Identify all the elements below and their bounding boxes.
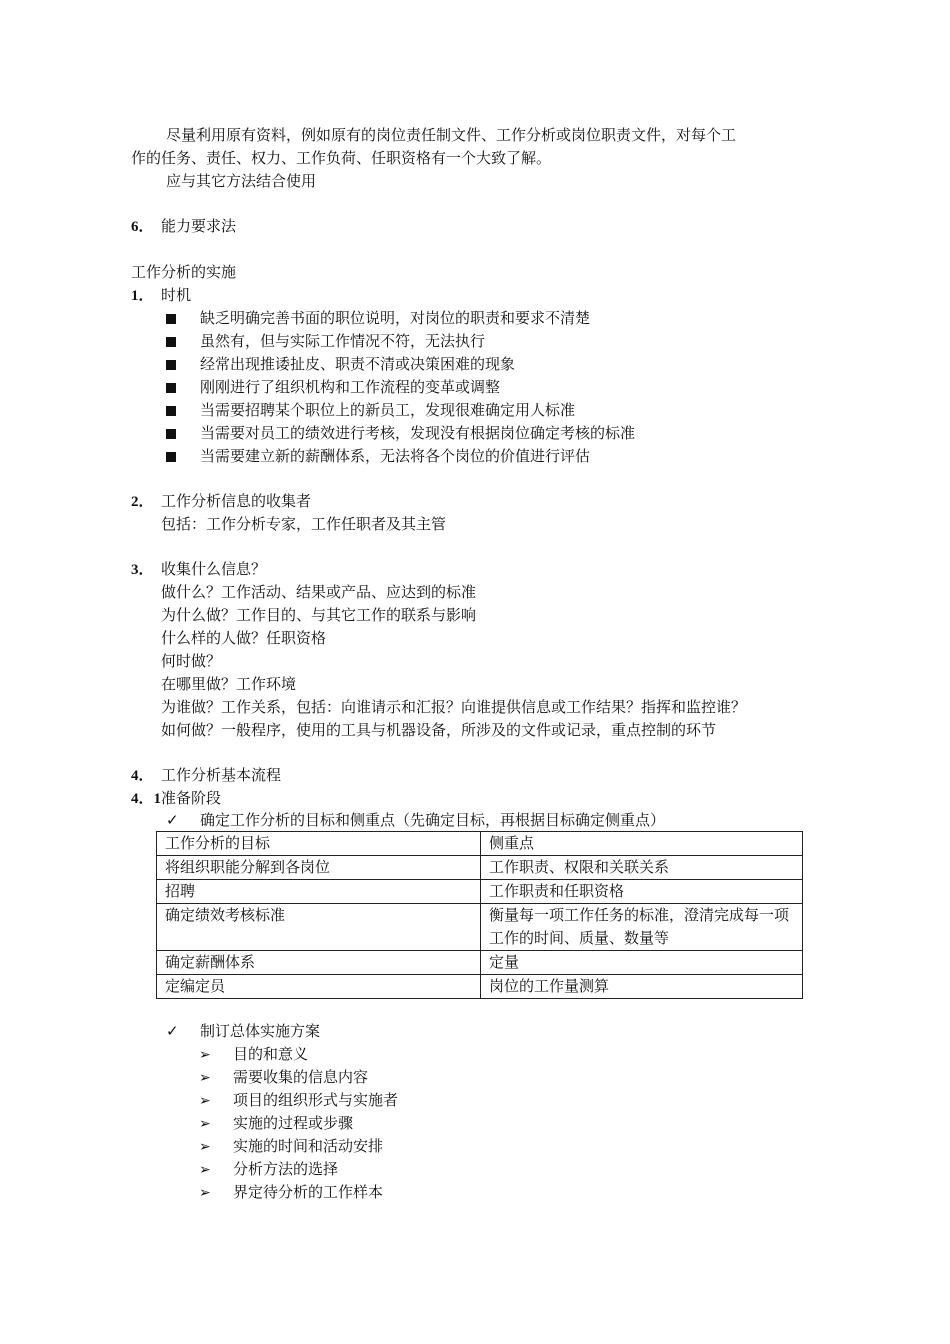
section-2-heading (131, 490, 311, 513)
table-cell: 工作职责和任职资格 (481, 880, 803, 904)
checkmark-icon: ✓ (166, 1022, 179, 1040)
square-bullet-icon (166, 360, 176, 370)
table-header-row (157, 832, 803, 856)
list-item: ➢ 目的和意义 (199, 1043, 308, 1066)
table-cell: 招聘 (157, 880, 481, 904)
square-bullet-icon (166, 383, 176, 393)
section-number: 4．1 (131, 791, 162, 807)
arrow-bullet-icon: ➢ (199, 1116, 211, 1132)
intro-line-1: 尽量利用原有资料，例如原有的岗位责任制文件、工作分析或岗位职责文件，对每个工 (166, 126, 737, 144)
table-header-cell: 工作分析的目标 (157, 832, 481, 856)
section-title: 时机 (161, 286, 192, 304)
section-number: 6． (131, 219, 154, 235)
section-number: 4． (131, 768, 154, 784)
section-4-heading (131, 764, 281, 787)
table-cell: 岗位的工作量测算 (481, 975, 803, 999)
section-title: 收集什么信息？ (161, 560, 267, 578)
info-line: 在哪里做？工作环境 (161, 675, 297, 693)
table-row (157, 951, 803, 975)
table-cell: 将组织职能分解到各岗位 (157, 856, 481, 880)
arrow-bullet-icon: ➢ (199, 1047, 211, 1063)
goals-table (156, 831, 803, 999)
section-3-heading (131, 558, 266, 581)
arrow-bullet-icon: ➢ (199, 1093, 211, 1109)
table-row (157, 975, 803, 999)
table-header-cell: 侧重点 (481, 832, 803, 856)
section-4-1-heading (131, 787, 221, 810)
section-1-heading (131, 284, 191, 307)
arrow-bullet-icon: ➢ (199, 1070, 211, 1086)
table-cell: 定编定员 (157, 975, 481, 999)
table-cell: 确定薪酬体系 (157, 951, 481, 975)
square-bullet-icon (166, 429, 176, 439)
info-line: 做什么？工作活动、结果或产品、应达到的标准 (161, 583, 477, 601)
info-line: 为什么做？工作目的、与其它工作的联系与影响 (161, 606, 477, 624)
arrow-bullet-icon: ➢ (199, 1162, 211, 1178)
arrow-bullet-icon: ➢ (199, 1139, 211, 1155)
list-item: 刚刚进行了组织机构和工作流程的变革或调整 (166, 376, 500, 398)
table-row (157, 880, 803, 904)
square-bullet-icon (166, 452, 176, 462)
step-text: 确定工作分析的目标和侧重点（先确定目标，再根据目标确定侧重点） (200, 811, 666, 829)
list-item: ➢ 实施的时间和活动安排 (199, 1135, 383, 1158)
list-item: 虽然有，但与实际工作情况不符，无法执行 (166, 330, 485, 352)
intro-line-3: 应与其它方法结合使用 (166, 172, 317, 190)
checkmark-icon: ✓ (166, 811, 179, 829)
section-number: 2． (131, 494, 154, 510)
section-6-heading (131, 215, 236, 238)
info-line: 什么样的人做？任职资格 (161, 629, 327, 647)
info-line: 如何做？一般程序，使用的工具与机器设备，所涉及的文件或记录，重点控制的环节 (161, 721, 717, 739)
list-item: ➢ 界定待分析的工作样本 (199, 1181, 383, 1204)
section-number: 1． (131, 288, 154, 304)
table-cell: 确定绩效考核标准 (157, 904, 481, 951)
main-heading: 工作分析的实施 (131, 263, 237, 281)
step-1 (166, 809, 665, 831)
list-item: ➢ 需要收集的信息内容 (199, 1066, 368, 1089)
table-cell: 定量 (481, 951, 803, 975)
list-item: 缺乏明确完善书面的职位说明，对岗位的职责和要求不清楚 (166, 307, 590, 329)
list-item: 当需要对员工的绩效进行考核，发现没有根据岗位确定考核的标准 (166, 422, 635, 444)
section-title: 准备阶段 (161, 789, 222, 807)
list-item: ➢ 分析方法的选择 (199, 1158, 338, 1181)
step-text: 制订总体实施方案 (200, 1022, 321, 1040)
table-row (157, 856, 803, 880)
info-line: 为谁做？工作关系，包括：向谁请示和汇报？向谁提供信息或工作结果？指挥和监控谁？ (161, 698, 747, 716)
section-title: 工作分析信息的收集者 (161, 492, 312, 510)
square-bullet-icon (166, 314, 176, 324)
info-line: 何时做？ (161, 652, 222, 670)
table-row (157, 904, 803, 951)
list-item: ➢ 实施的过程或步骤 (199, 1112, 353, 1135)
square-bullet-icon (166, 337, 176, 347)
list-item: 当需要建立新的薪酬体系，无法将各个岗位的价值进行评估 (166, 445, 590, 467)
list-item: 经常出现推诿扯皮、职责不清或决策困难的现象 (166, 353, 515, 375)
step-2 (166, 1020, 320, 1042)
square-bullet-icon (166, 406, 176, 416)
section-title: 能力要求法 (161, 217, 237, 235)
list-item: ➢ 项目的组织形式与实施者 (199, 1089, 398, 1112)
section-title: 工作分析基本流程 (161, 766, 282, 784)
list-item: 当需要招聘某个职位上的新员工，发现很难确定用人标准 (166, 399, 575, 421)
section-2-body: 包括：工作分析专家，工作任职者及其主管 (161, 515, 447, 533)
section-number: 3． (131, 562, 154, 578)
table-cell: 工作职责、权限和关联关系 (481, 856, 803, 880)
table-cell: 衡量每一项工作任务的标准，澄清完成每一项工作的时间、质量、数量等 (481, 904, 803, 951)
arrow-bullet-icon: ➢ (199, 1185, 211, 1201)
intro-line-2: 作的任务、责任、权力、工作负荷、任职资格有一个大致了解。 (131, 149, 552, 167)
